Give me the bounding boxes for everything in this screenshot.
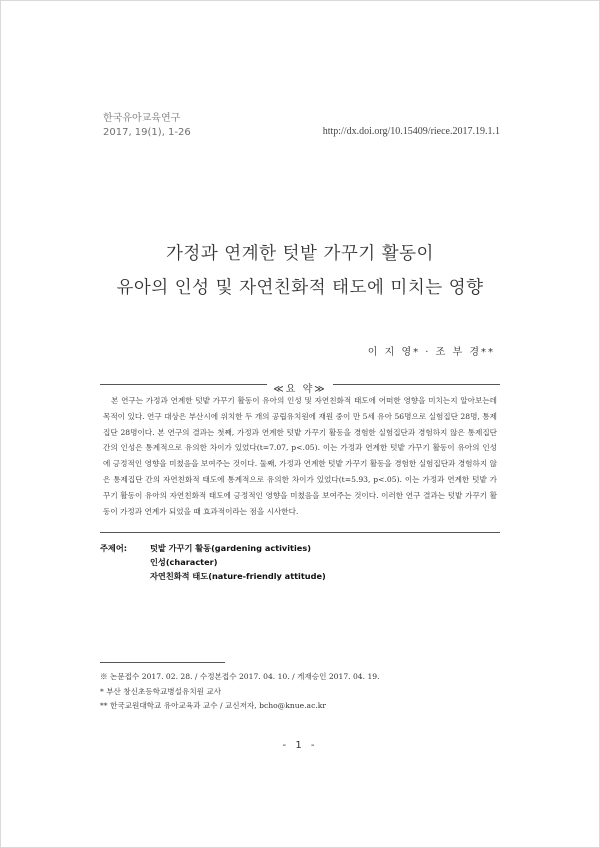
author-list: 이 지 영* · 조 부 경** [367, 347, 495, 358]
keywords-label: 주제어: [100, 543, 128, 553]
footnote-rule [100, 662, 225, 663]
footnotes [100, 670, 380, 714]
abstract-text: 본 연구는 가정과 연계한 텃밭 가꾸기 활동이 유아의 인성 및 자연친화적 태도에 어떠한 영향을 미치는지 알아보는데 목적이 있다. 연구 대상은 부산시에 위치한 두 개의 공립유치원에 재원 중이 만 5세 유아 56명으로 실험집단 28명, 통제집단 28명이다. 본 연구의 결과는 첫째, 가정과 연계한 텃밭 가꾸기 활동을 경험한 실험집단과 경험하지 않은 통제집단 간의 인성은 통계적으로 유의한 차이가 있었다(t=7.07, p<.05). 이는 가정과 연계한 텃밭 가꾸기 활동이 유아의 인성에 긍정적인 영향을 미쳤음을 보여주는 것이다. 둘째, 가정과 연계한 텃밭 가꾸기 활동을 경험한 실험집단과 경험하지 않은 통제집단 간의 자연친화적 태도에 통계적으로 유의한 차이가 있었다(t=5.93, p<.05). 이는 가정과 연계한 텃밭 가꾸기 활동이 유아의 자연친화적 태도에 긍정적인 영향을 미쳤음을 보여주는 것이다. 이러한 연구 결과는 텃밭 가꾸기 활동이 가정과 연계가 되었을 때 효과적이라는 점을 시사한다. [103, 396, 497, 516]
keywords-list [150, 541, 450, 583]
keyword-item: 자연친화적 태도(nature-friendly attitude) [150, 571, 326, 581]
abstract-label: ≪요 약≫ [267, 384, 332, 395]
journal-name: 한국유아교육연구 [103, 113, 181, 124]
doi-link[interactable]: http://dx.doi.org/10.15409/riece.2017.19.1.1 [322, 126, 500, 137]
journal-volume: 2017, 19(1), 1-26 [103, 127, 191, 138]
footnote-dates: ※ 논문접수 2017. 02. 28. / 수정본접수 2017. 04. 10. / 게재승인 2017. 04. 19. [100, 672, 380, 681]
page-number: - 1 - [282, 740, 318, 751]
paper-title-line-1: 가정과 연계한 텃밭 가꾸기 활동이 [166, 244, 434, 264]
paper-title-line-2: 유아의 인성 및 자연친화적 태도에 미치는 영향 [116, 278, 484, 298]
keyword-item: 텃밭 가꾸기 활동(gardening activities) [150, 543, 311, 553]
running-header [103, 112, 191, 140]
keyword-item: 인성(character) [150, 557, 218, 567]
abstract-bottom-rule [100, 532, 500, 533]
footnote-author-2: ** 한국교원대학교 유아교육과 교수 / 교신저자, bcho@knue.ac.kr [100, 701, 326, 710]
footnote-author-1: * 부산 창신초등학교병설유치원 교사 [100, 686, 222, 696]
